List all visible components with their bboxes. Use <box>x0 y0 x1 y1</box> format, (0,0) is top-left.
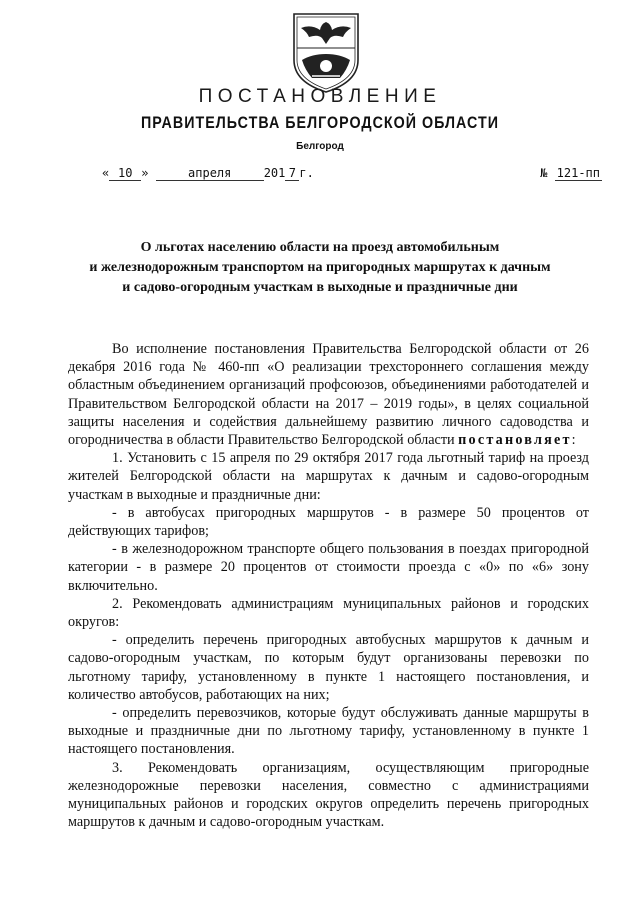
paragraph: - в железнодорожном транспорте общего пользования в поездах пригородной категории - в размере 20 процентов от стоимости проезда с «0» по «6» зону включительно. <box>68 541 589 594</box>
heading-line: и садово-огородным участкам в выходные и праздничные дни <box>122 280 518 295</box>
heading-line: и железнодорожным транспортом на пригородных маршрутах к дачным <box>89 260 551 275</box>
date-month: апреля <box>156 166 264 181</box>
paragraph: - определить перечень пригородных автобусных маршрутов к дачным и садово-огородным участкам, по которым будут организованы перевозки по льготному тарифу, установленному в пункте 1 настоящего постановления, и количество автобусов, работающих на них; <box>68 632 589 703</box>
decree-word: постановляет <box>458 432 572 449</box>
paragraph: - определить перевозчиков, которые будут обслуживать данные маршруты в выходные и праздничные дни по льготному тарифу, установленному в пункте 1 настоящего постановления. <box>68 705 589 758</box>
document-number <box>540 166 602 181</box>
document-date <box>102 166 314 181</box>
issuer-title: ПРАВИТЕЛЬСТВА БЕЛГОРОДСКОЙ ОБЛАСТИ <box>141 113 499 132</box>
date-year-suffix: 7 <box>285 166 299 181</box>
decree-colon: : <box>571 432 576 449</box>
number-label: № <box>540 166 548 180</box>
date-year-prefix: 201 <box>263 166 286 180</box>
document-body <box>68 340 589 831</box>
heading-line: О льготах населению области на проезд автомобильным <box>140 240 500 255</box>
preamble-text: Во исполнение постановления Правительства Белгородской области от 26 декабря 2016 года № 460-пп «О реализации трехстороннего соглашения между областным объединением организаций профсоюзов, объединениями работодателей и Правительством Белгородской области на 2017 – 2019 годы», в целях социальной защиты населения и содействия дальнейшему развитию личного садоводства и огородничества в области Правительство Белгородской области <box>68 341 589 449</box>
date-year-mark: г. <box>299 166 314 180</box>
date-open-quote: « <box>102 166 110 180</box>
number-value: 121-пп <box>556 166 600 180</box>
date-day: 10 <box>109 166 141 181</box>
coat-of-arms-icon <box>290 10 362 94</box>
document-heading <box>60 238 580 298</box>
paragraph: - в автобусах пригородных маршрутов - в размере 50 процентов от действующих тарифов; <box>68 504 589 540</box>
document-type-title: ПОСТАНОВЛЕНИЕ <box>198 86 442 107</box>
date-close-quote: » <box>141 166 149 180</box>
paragraph: 1. Установить с 15 апреля по 29 октября 2017 года льготный тариф на проезд жителей Белгородской области на маршрутах к дачным и садово-огородным участкам в выходные и праздничные дни: <box>68 450 589 503</box>
paragraph: 2. Рекомендовать администрациям муниципальных районов и городских округов: <box>68 595 589 631</box>
preamble-paragraph <box>68 340 589 449</box>
paragraph: 3. Рекомендовать организациям, осуществляющим пригородные железнодорожные перевозки населения, совместно с администрациями муниципальных районов и городских округов определить перечень пригородных маршрутов к дачным и садово-огородным участкам. <box>68 759 589 831</box>
city-label: Белгород <box>296 141 344 152</box>
